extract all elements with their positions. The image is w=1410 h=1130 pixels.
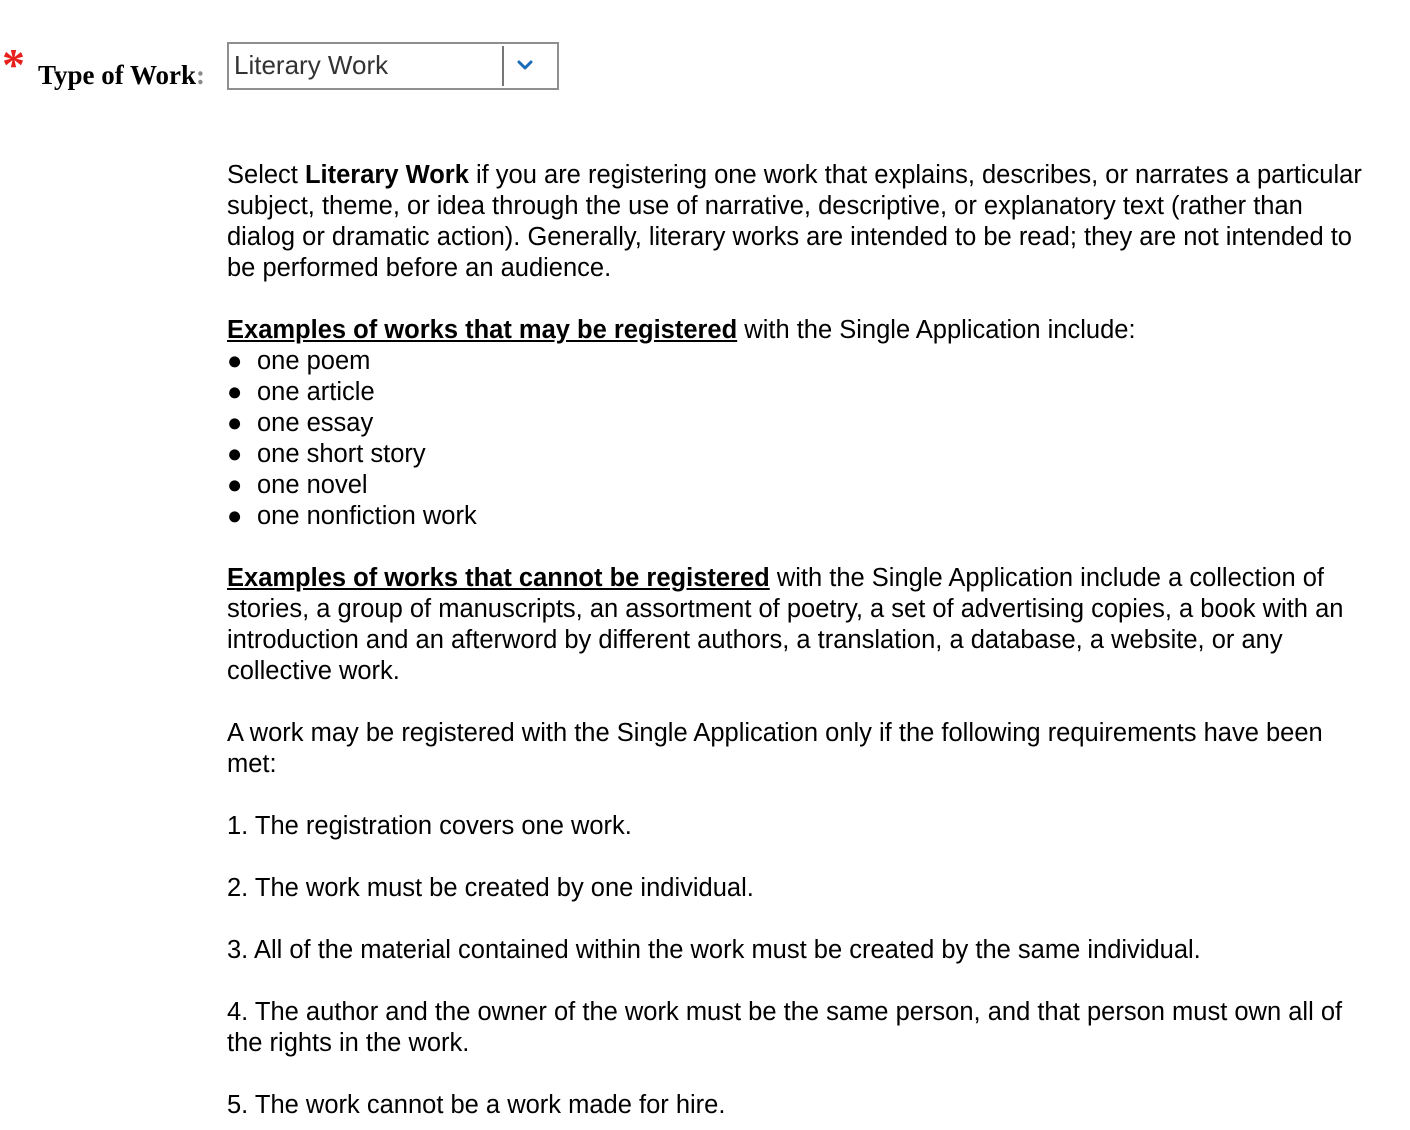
- type-of-work-label: [38, 59, 205, 91]
- may-register-list: [227, 346, 1410, 532]
- cannot-line-3: introduction and an afterword by different authors, a translation, a database, a website, or any: [227, 626, 1283, 654]
- requirements-intro: [227, 718, 1410, 780]
- requirement-item: 3. All of the material contained within the work must be created by the same individual.: [227, 936, 1201, 964]
- list-item-text: one novel: [257, 471, 368, 499]
- list-item-text: one poem: [257, 347, 371, 375]
- list-item: [227, 439, 1410, 470]
- cannot-line1-rest: with the Single Application include a collection of: [769, 564, 1324, 592]
- intro-paragraph: [227, 160, 1410, 284]
- bullet-icon: ●: [227, 409, 243, 437]
- bullet-icon: ●: [227, 440, 243, 468]
- cannot-line-2: stories, a group of manuscripts, an assortment of poetry, a set of advertising copies, a book with an: [227, 595, 1344, 623]
- type-of-work-selected-value: Literary Work: [234, 50, 389, 80]
- bullet-icon: ●: [227, 347, 243, 375]
- may-register-heading-rest: with the Single Application include:: [737, 316, 1136, 344]
- list-item: [227, 346, 1410, 377]
- type-of-work-select[interactable]: [227, 42, 559, 90]
- type-of-work-label-text: Type of Work: [38, 60, 197, 90]
- cannot-line-4: collective work.: [227, 657, 400, 685]
- requirements-intro-line-1: A work may be registered with the Single Application only if the following requirements have been: [227, 719, 1323, 747]
- may-register-heading-line: [227, 315, 1410, 346]
- bullet-icon: ●: [227, 502, 243, 530]
- intro-bold-term: Literary Work: [304, 161, 469, 189]
- label-colon: :: [196, 60, 206, 90]
- list-item-text: one essay: [257, 409, 374, 437]
- intro-line-2: subject, theme, or idea through the use of narrative, descriptive, or explanatory text (rather than: [227, 192, 1303, 220]
- requirement-4-line-1: 4. The author and the owner of the work must be the same person, and that person must own all of: [227, 998, 1343, 1026]
- intro-line-1: [227, 160, 1410, 191]
- requirement-item: 1. The registration covers one work.: [227, 812, 632, 840]
- chevron-down-icon[interactable]: [513, 56, 537, 76]
- list-item: [227, 408, 1410, 439]
- intro-lead: Select: [227, 161, 305, 189]
- literary-work-description: [227, 160, 1410, 1130]
- list-item: [227, 470, 1410, 501]
- may-register-heading: Examples of works that may be registered: [227, 316, 738, 344]
- cannot-line-1: [227, 563, 1410, 594]
- intro-line-3: dialog or dramatic action). Generally, literary works are intended to be read; they are not intended to: [227, 223, 1352, 251]
- requirements-intro-line-2: met:: [227, 750, 277, 778]
- list-item-text: one nonfiction work: [257, 502, 477, 530]
- cannot-register-heading: Examples of works that cannot be registered: [227, 564, 770, 592]
- requirement-item: [227, 997, 1410, 1059]
- required-marker: *: [2, 39, 25, 90]
- select-divider: [502, 46, 504, 86]
- list-item: [227, 377, 1410, 408]
- cannot-register-paragraph: [227, 563, 1410, 687]
- requirement-item: 2. The work must be created by one individual.: [227, 874, 754, 902]
- bullet-icon: ●: [227, 378, 243, 406]
- intro-line-4: be performed before an audience.: [227, 254, 612, 282]
- list-item-text: one short story: [257, 440, 426, 468]
- list-item: [227, 501, 1410, 532]
- requirement-4-line-2: the rights in the work.: [227, 1029, 470, 1057]
- requirement-item: 5. The work cannot be a work made for hire.: [227, 1091, 726, 1119]
- list-item-text: one article: [257, 378, 375, 406]
- bullet-icon: ●: [227, 471, 243, 499]
- intro-line1-rest: if you are registering one work that explains, describes, or narrates a particular: [468, 161, 1362, 189]
